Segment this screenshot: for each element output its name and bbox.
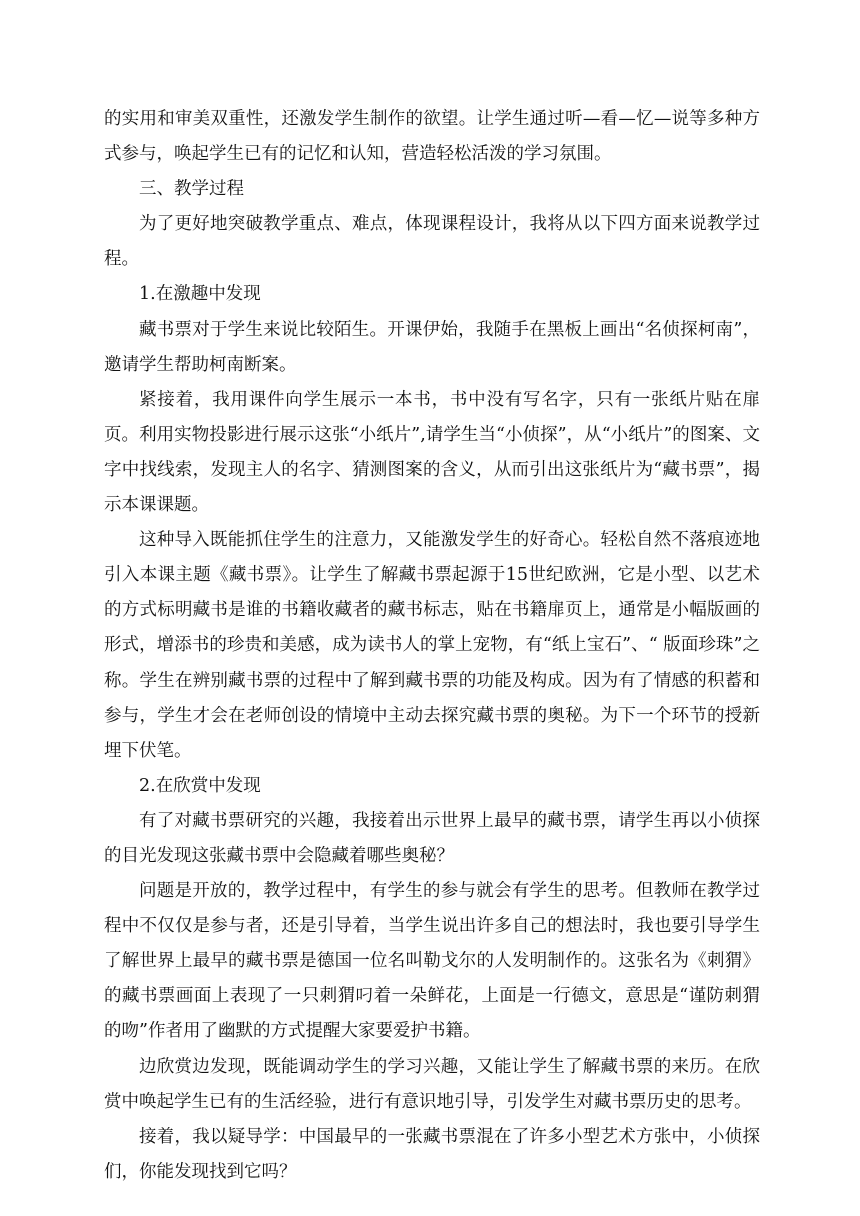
section-heading-teaching-process: 三、教学过程 xyxy=(139,179,244,200)
paragraph-1: 的实用和审美双重性，还激发学生制作的欲望。让学生通过听—看—忆—说等多种方式参与，唤起学生已有的记忆和认知，营造轻松活泼的学习氛围。 xyxy=(104,109,760,165)
subheading-1: 1.在激趣中发现 xyxy=(139,284,261,305)
paragraph-12: 接着，我以疑导学：中国最早的一张藏书票混在了许多小型艺术方张中，小侦探们，你能发现找到它吗？ xyxy=(104,1126,760,1182)
paragraph-9: 有了对藏书票研究的兴趣，我接着出示世界上最早的藏书票，请学生再以小侦探的目光发现这张藏书票中会隐藏着哪些奥秘？ xyxy=(104,810,760,866)
paragraph-10: 问题是开放的，教学过程中，有学生的参与就会有学生的思考。但教师在教学过程中不仅仅是参与者，还是引导着，当学生说出许多自己的想法时，我也要引导学生了解世界上最早的藏书票是德国一位名叫勒戈尔的人发明制作的。这张名为《刺猬》的藏书票画面上表现了一只刺猬叼着一朵鲜花，上面是一行德文，意思是“谨防刺猬的吻”作者用了幽默的方式提醒大家要爱护书籍。 xyxy=(104,881,760,1042)
paragraph-7: 这种导入既能抓住学生的注意力，又能激发学生的好奇心。轻松自然不落痕迹地引入本课主题《藏书票》。让学生了解藏书票起源于15世纪欧洲，它是小型、以艺术的方式标明藏书是谁的书籍收藏者的藏书标志，贴在书籍扉页上，通常是小幅版画的形式，增添书的珍贵和美感，成为读书人的掌上宠物，有“纸上宝石”、“ 版面珍珠”之称。学生在辨别藏书票的过程中了解到藏书票的功能及构成。因为有了情感的积蓄和参与，学生才会在老师创设的情境中主动去探究藏书票的奥秘。为下一个环节的授新埋下伏笔。 xyxy=(104,530,760,761)
paragraph-11: 边欣赏边发现，既能调动学生的学习兴趣，又能让学生了解藏书票的来历。在欣赏中唤起学生已有的生活经验，进行有意识地引导，引发学生对藏书票历史的思考。 xyxy=(104,1056,760,1112)
subheading-2: 2.在欣赏中发现 xyxy=(139,775,261,796)
paragraph-5: 藏书票对于学生来说比较陌生。开课伊始，我随手在黑板上画出“名侦探柯南”，邀请学生帮助柯南断案。 xyxy=(104,319,760,375)
paragraph-6: 紧接着，我用课件向学生展示一本书，书中没有写名字，只有一张纸片贴在扉页。利用实物投影进行展示这张“小纸片”,请学生当“小侦探”，从“小纸片”的图案、文字中找线索，发现主人的名字、猜测图案的含义，从而引出这张纸片为“藏书票”，揭示本课课题。 xyxy=(104,389,760,516)
paragraph-3: 为了更好地突破教学重点、难点，体现课程设计，我将从以下四方面来说教学过程。 xyxy=(104,214,760,270)
document-body xyxy=(104,102,760,1190)
